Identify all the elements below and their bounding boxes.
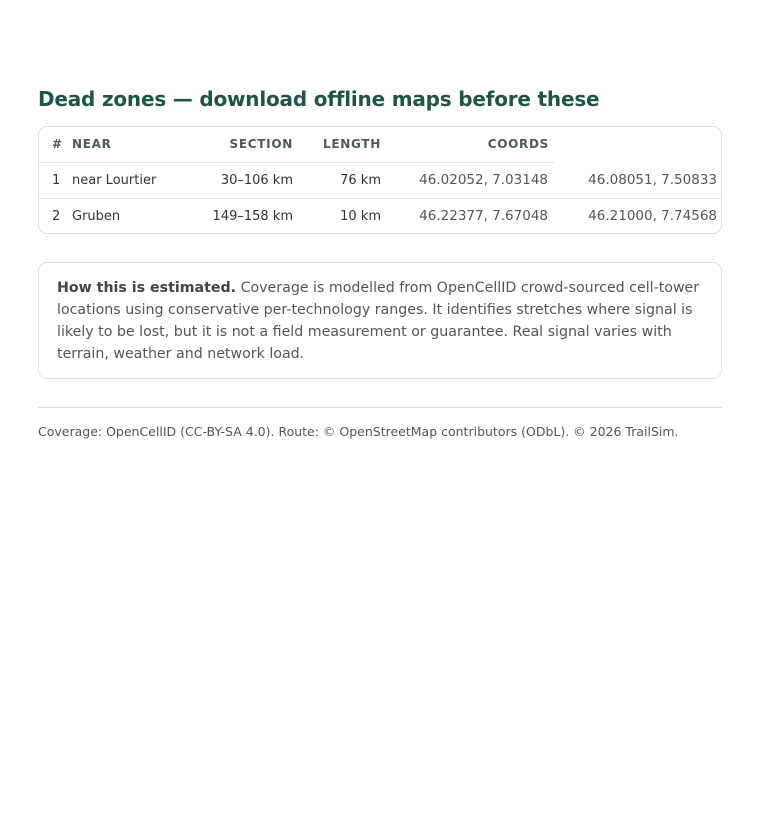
estimation-note — [38, 262, 722, 379]
column-header-length: LENGTH — [298, 127, 386, 162]
note-body: Coverage is modelled from OpenCellID crowd-sourced cell-tower locations using conservative per-technology ranges. It identifies stretches where signal is likely to be lost, but it is not a field measurement or guarantee. Real signal varies with terrain, weather and network load. — [57, 280, 700, 362]
dead-zones-table-card — [38, 126, 722, 234]
row-near: Gruben — [72, 208, 121, 224]
row-number: 2 — [52, 208, 61, 224]
row-coord-end: 46.21000, 7.74568 — [588, 208, 717, 225]
dead-zones-table — [39, 127, 722, 234]
table-row — [39, 162, 722, 198]
row-section: 30–106 km — [163, 162, 298, 198]
row-coord-start: 46.02052, 7.03148 — [386, 162, 554, 198]
table-row — [39, 198, 722, 234]
row-coord-end: 46.08051, 7.50833 — [554, 162, 722, 198]
note-lead: How this is estimated. — [57, 280, 237, 296]
row-length: 76 km — [298, 162, 386, 198]
row-coord-start: 46.22377, 7.67048 — [419, 208, 548, 225]
column-header-coords: COORDS — [386, 127, 554, 162]
row-number: 1 — [39, 162, 68, 198]
footer-attribution: Coverage: OpenCellID (CC-BY-SA 4.0). Route: © OpenStreetMap contributors (ODbL). © 2026 TrailSim. — [38, 424, 679, 439]
column-header-empty — [554, 127, 722, 162]
table-header-row — [39, 127, 722, 162]
column-header-section: SECTION — [163, 127, 298, 162]
column-header-number: # — [39, 127, 68, 162]
row-section: 149–158 km — [212, 208, 293, 224]
footer-divider — [38, 407, 722, 408]
row-near: near Lourtier — [68, 162, 163, 198]
row-length: 10 km — [340, 208, 381, 224]
column-header-near: NEAR — [68, 127, 163, 162]
page-title: Dead zones — download offline maps before these — [38, 87, 600, 111]
